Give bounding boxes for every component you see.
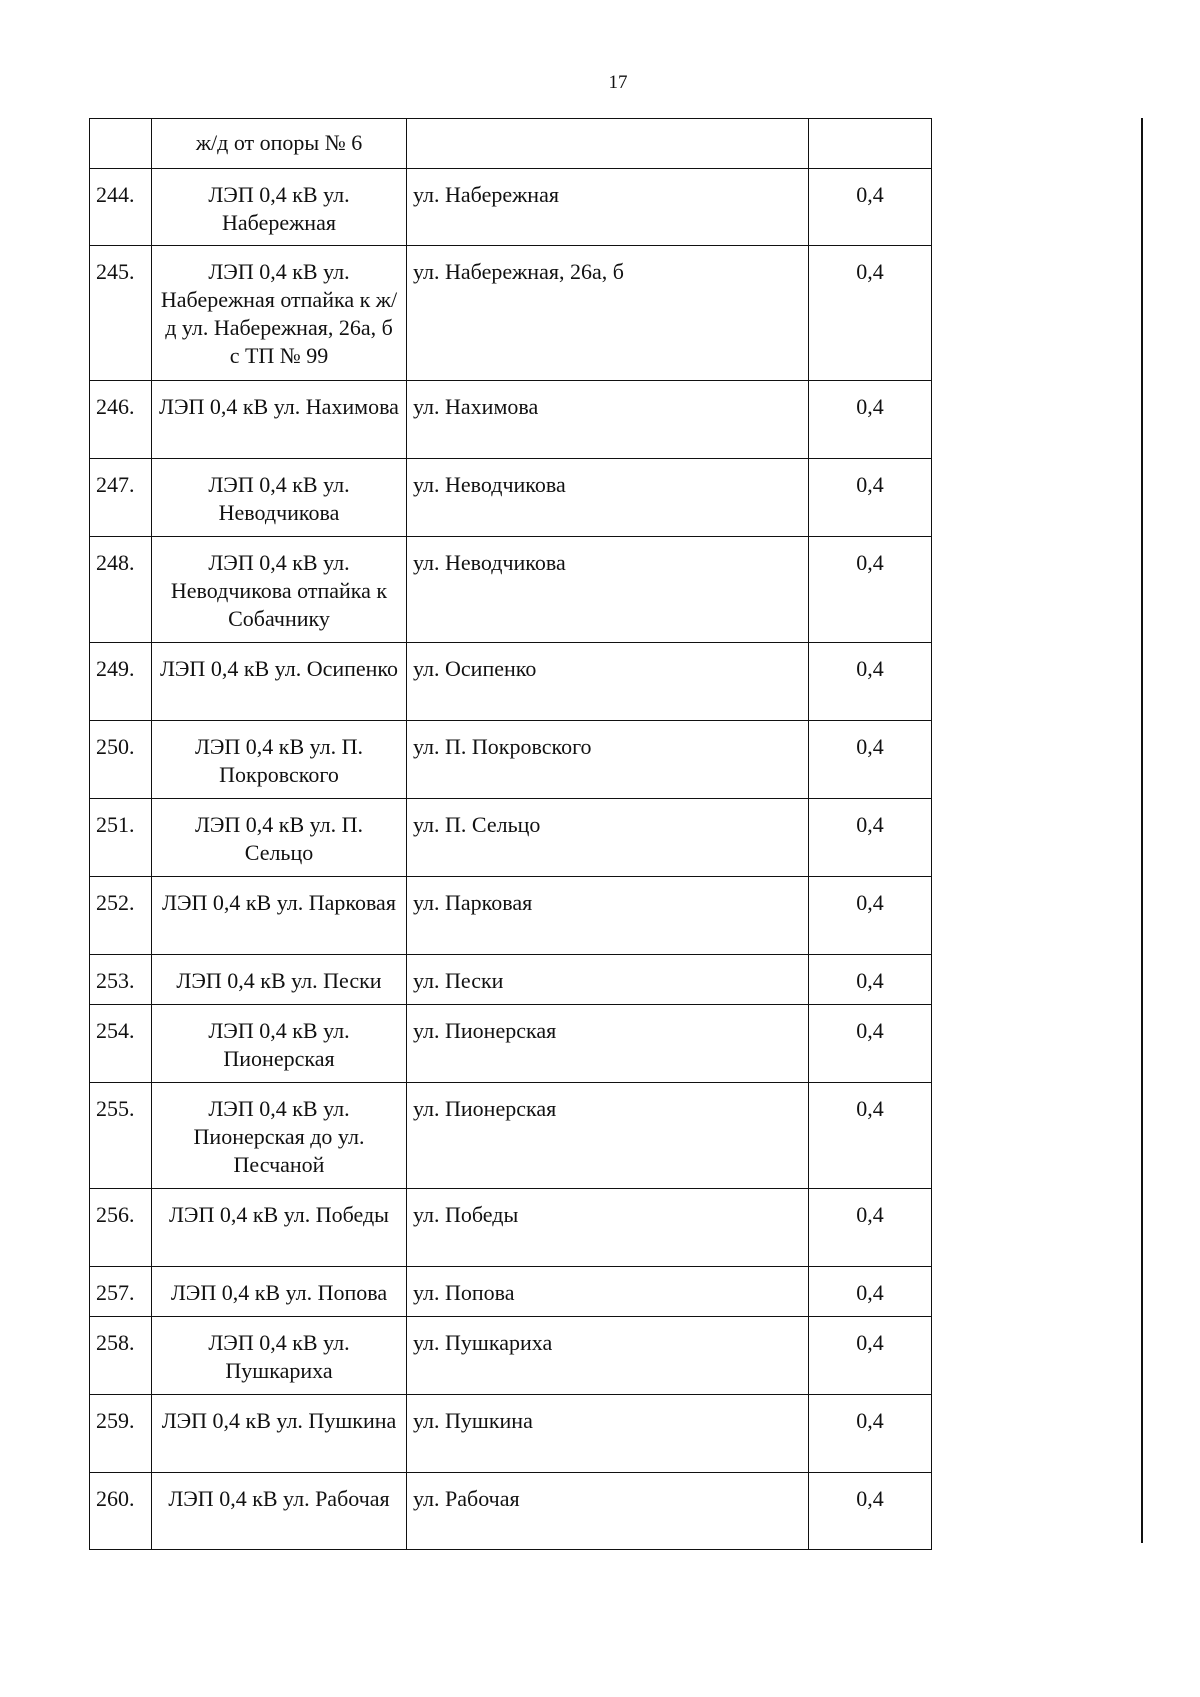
- line-voltage: 0,4: [809, 1083, 932, 1189]
- line-address: ул. П. Сельцо: [407, 799, 809, 877]
- line-name: ЛЭП 0,4 кВ ул. Пески: [152, 955, 407, 1005]
- line-address: ул. Победы: [407, 1189, 809, 1267]
- row-number: 246.: [90, 381, 152, 459]
- row-number: 255.: [90, 1083, 152, 1189]
- line-voltage: 0,4: [809, 537, 932, 643]
- row-number: 258.: [90, 1317, 152, 1395]
- row-number: 249.: [90, 643, 152, 721]
- table-row: [90, 721, 932, 799]
- line-voltage: 0,4: [809, 381, 932, 459]
- line-voltage: [809, 119, 932, 169]
- table-row: [90, 955, 932, 1005]
- line-address: ул. Пионерская: [407, 1083, 809, 1189]
- line-name: ЛЭП 0,4 кВ ул. Набережная: [152, 169, 407, 246]
- line-address: [407, 119, 809, 169]
- line-name: ЛЭП 0,4 кВ ул. Пионерская до ул. Песчаной: [152, 1083, 407, 1189]
- line-address: ул. Неводчикова: [407, 537, 809, 643]
- line-voltage: 0,4: [809, 459, 932, 537]
- line-name: ЛЭП 0,4 кВ ул. Нахимова: [152, 381, 407, 459]
- line-voltage: 0,4: [809, 877, 932, 955]
- line-address: ул. Набережная: [407, 169, 809, 246]
- line-voltage: 0,4: [809, 169, 932, 246]
- line-name: ЛЭП 0,4 кВ ул. П. Сельцо: [152, 799, 407, 877]
- line-name: ЛЭП 0,4 кВ ул. Набережная отпайка к ж/д ул. Набережная, 26а, б с ТП № 99: [152, 246, 407, 381]
- table-row: [90, 877, 932, 955]
- table-row: [90, 119, 932, 169]
- line-voltage: 0,4: [809, 1317, 932, 1395]
- line-name: ЛЭП 0,4 кВ ул. Неводчикова отпайка к Собачнику: [152, 537, 407, 643]
- line-name: ЛЭП 0,4 кВ ул. Победы: [152, 1189, 407, 1267]
- line-name: ЛЭП 0,4 кВ ул. Пушкариха: [152, 1317, 407, 1395]
- table-row: [90, 799, 932, 877]
- table-row: [90, 1189, 932, 1267]
- row-number: 252.: [90, 877, 152, 955]
- row-number: 254.: [90, 1005, 152, 1083]
- line-name: ЛЭП 0,4 кВ ул. Пионерская: [152, 1005, 407, 1083]
- row-number: 245.: [90, 246, 152, 381]
- table-row: [90, 1005, 932, 1083]
- line-address: ул. Пески: [407, 955, 809, 1005]
- line-address: ул. Парковая: [407, 877, 809, 955]
- line-address: ул. Попова: [407, 1267, 809, 1317]
- line-name: ЛЭП 0,4 кВ ул. Рабочая: [152, 1473, 407, 1550]
- table-row: [90, 169, 932, 246]
- table-row: [90, 1317, 932, 1395]
- line-name: ЛЭП 0,4 кВ ул. П. Покровского: [152, 721, 407, 799]
- table-row: [90, 643, 932, 721]
- line-voltage: 0,4: [809, 721, 932, 799]
- line-name: ЛЭП 0,4 кВ ул. Парковая: [152, 877, 407, 955]
- row-number: 251.: [90, 799, 152, 877]
- line-address: ул. Осипенко: [407, 643, 809, 721]
- line-name: ЛЭП 0,4 кВ ул. Осипенко: [152, 643, 407, 721]
- line-voltage: 0,4: [809, 1267, 932, 1317]
- table-row: [90, 246, 932, 381]
- table-row: [90, 381, 932, 459]
- table-row: [90, 1267, 932, 1317]
- power-line-table: [89, 118, 932, 1550]
- line-address: ул. Пионерская: [407, 1005, 809, 1083]
- table-row: [90, 1395, 932, 1473]
- line-voltage: 0,4: [809, 643, 932, 721]
- row-number: 260.: [90, 1473, 152, 1550]
- page-number: 17: [608, 72, 628, 93]
- line-voltage: 0,4: [809, 1189, 932, 1267]
- line-voltage: 0,4: [809, 246, 932, 381]
- table-row: [90, 1473, 932, 1550]
- line-name: ж/д от опоры № 6: [152, 119, 407, 169]
- line-address: ул. П. Покровского: [407, 721, 809, 799]
- margin-rule: [1141, 118, 1143, 1543]
- row-number: 253.: [90, 955, 152, 1005]
- row-number: 256.: [90, 1189, 152, 1267]
- line-address: ул. Неводчикова: [407, 459, 809, 537]
- row-number: 247.: [90, 459, 152, 537]
- table-row: [90, 459, 932, 537]
- line-address: ул. Набережная, 26а, б: [407, 246, 809, 381]
- line-address: ул. Рабочая: [407, 1473, 809, 1550]
- line-address: ул. Пушкариха: [407, 1317, 809, 1395]
- row-number: 248.: [90, 537, 152, 643]
- line-voltage: 0,4: [809, 1473, 932, 1550]
- row-number: 257.: [90, 1267, 152, 1317]
- line-voltage: 0,4: [809, 1005, 932, 1083]
- row-number: 259.: [90, 1395, 152, 1473]
- line-address: ул. Пушкина: [407, 1395, 809, 1473]
- row-number: 244.: [90, 169, 152, 246]
- table-row: [90, 1083, 932, 1189]
- table-row: [90, 537, 932, 643]
- row-number: 250.: [90, 721, 152, 799]
- line-name: ЛЭП 0,4 кВ ул. Неводчикова: [152, 459, 407, 537]
- line-voltage: 0,4: [809, 955, 932, 1005]
- row-number: [90, 119, 152, 169]
- line-voltage: 0,4: [809, 799, 932, 877]
- line-voltage: 0,4: [809, 1395, 932, 1473]
- line-name: ЛЭП 0,4 кВ ул. Попова: [152, 1267, 407, 1317]
- line-address: ул. Нахимова: [407, 381, 809, 459]
- line-name: ЛЭП 0,4 кВ ул. Пушкина: [152, 1395, 407, 1473]
